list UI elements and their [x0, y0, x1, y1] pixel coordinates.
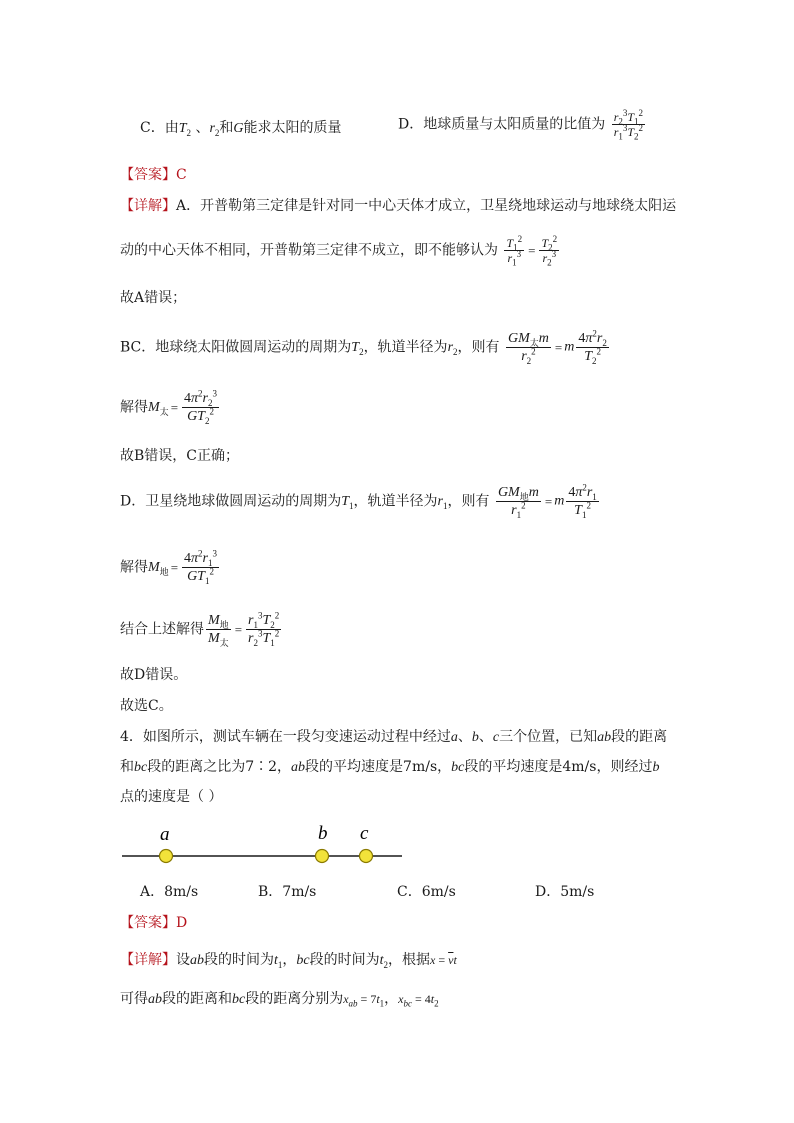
option-d: D．地球质量与太阳质量的比值为 $\frac{r_2^3T_1^2}{r_1^3T_2^2}$	[398, 108, 644, 142]
label-a: a	[160, 824, 170, 845]
explanation-line: 【详解】A．开普勒第三定律是针对同一中心天体才成立，卫星绕地球运动与地球绕太阳运	[120, 198, 677, 214]
conclusion-bc: 故B错误，C正确；	[120, 448, 239, 464]
conclusion-a: 故A错误；	[120, 290, 187, 306]
option-c: C．由$T_2$ 、$r_2$和G能求太阳的质量	[140, 120, 342, 138]
explanation-line: 动的中心天体不相同，开普勒第三定律不成立，即不能够认为 $\frac{T_1^2}{r_1^3}$ = $\frac{T_2^2}{r_2^3}$	[120, 234, 558, 268]
fraction: $\frac{r_2^3T_1^2}{r_1^3T_2^2}$	[613, 108, 644, 142]
solve-earth-mass: 解得$M_地$ = $\frac{4\pi^2r_1^3}{GT_1^2}$	[120, 548, 217, 586]
point-a	[160, 850, 173, 863]
answer-label: 【答案】D	[120, 915, 188, 931]
choice-c[interactable]: C．6m/s	[397, 884, 456, 900]
conclusion-d: 故D错误。	[120, 667, 188, 683]
point-b	[316, 850, 329, 863]
explanation-bc: BC．地球绕太阳做圆周运动的周期为$T_2$，轨道半径为$r_2$，则有 $\frac{GM_太m}{r_2^2}$ = m $\frac{4\pi^2r_2}{T_2^2}$	[120, 328, 607, 366]
motion-diagram	[118, 818, 408, 870]
label-b: b	[318, 823, 328, 844]
choice-b[interactable]: B．7m/s	[258, 884, 317, 900]
combined-result: 结合上述解得 $\frac{M_地}{M_太}$ = $\frac{r_1^3T_2^2}{r_2^3T_1^2}$	[120, 610, 280, 648]
point-c	[360, 850, 373, 863]
final-choice: 故选C。	[120, 698, 173, 714]
label-c: c	[360, 823, 369, 844]
explanation-4-result: 可得ab段的距离和bc段的距离分别为$x_{ab} = 7t_1$，$x_{bc} = 4t_2$	[120, 991, 439, 1009]
solve-sun-mass: 解得$M_太$ = $\frac{4\pi^2r_2^3}{GT_2^2}$	[120, 388, 217, 426]
question-4-line-2: 和bc段的距离之比为7∶2，ab段的平均速度是7m/s，bc段的平均速度是4m/s，则经过b	[120, 759, 660, 775]
choice-a[interactable]: A．8m/s	[140, 884, 199, 900]
explanation-d: D．卫星绕地球做圆周运动的周期为$T_1$，轨道半径为$r_1$，则有 $\frac{GM_地m}{r_1^2}$ = m $\frac{4\pi^2r_1}{T_1^2}$	[120, 482, 597, 520]
explanation-4: 【详解】设ab段的时间为$t_1$，bc段的时间为$t_2$，根据$x = \overline{v}t$	[120, 952, 457, 970]
question-4-line-1: 4．如图所示，测试车辆在一段匀变速运动过程中经过a、b、c三个位置，已知ab段的距离	[120, 729, 668, 745]
question-4-line-3: 点的速度是（ ）	[120, 789, 223, 805]
answer-label: 【答案】C	[120, 167, 187, 183]
choice-d[interactable]: D．5m/s	[535, 884, 595, 900]
